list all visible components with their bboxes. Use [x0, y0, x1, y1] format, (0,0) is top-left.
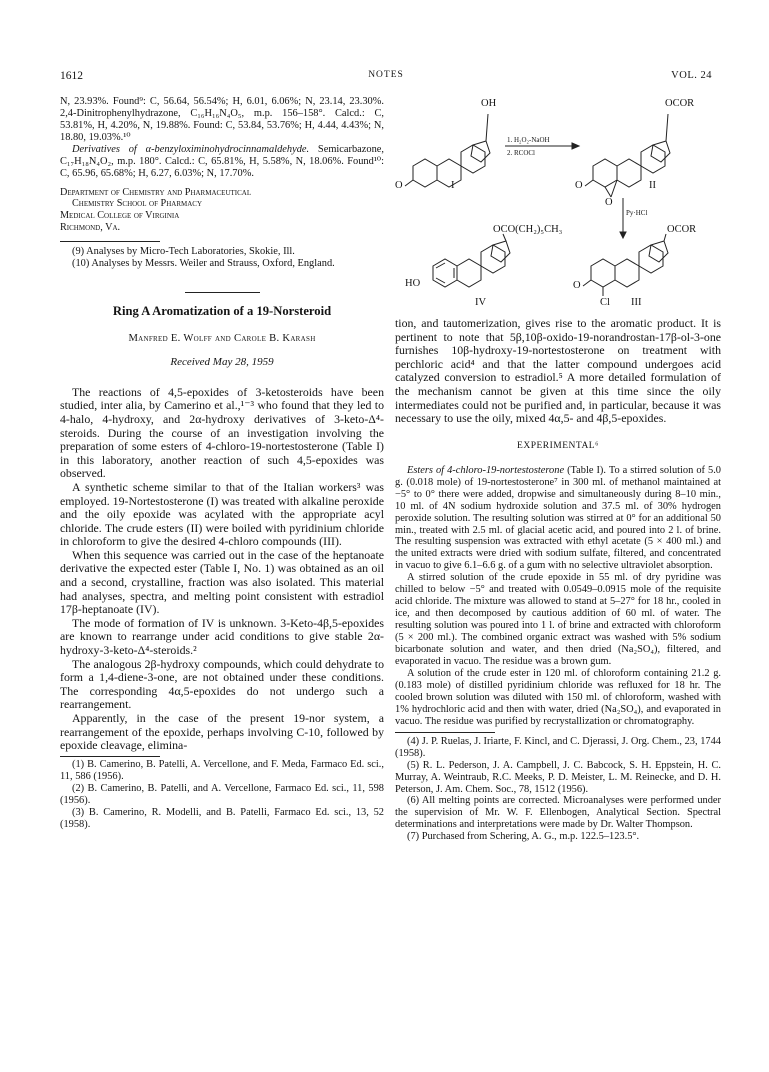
footnote-divider [60, 241, 160, 242]
label-cl: Cl [600, 297, 610, 308]
reagent-step-1: 1. H₂O₂-NaOH [507, 136, 550, 144]
exp-subtitle: Esters of 4-chloro-19-nortestosterone [407, 464, 565, 476]
body-paragraph: The reactions of 4,5-epoxides of 3-ketosteroids have been studied, inter alia, by Camerino et al.,¹⁻³ who found that they led to 4-halo, 4-hydroxy, and 2α-hydroxy derivatives of 3-keto-Δ⁴-steroids. During the course of an investigation involving the preparation of some esters of 4-chloro-19-nortestosterone (Table I) in this laboratory, another reaction of such 4,5-epoxides was observed. [60, 384, 384, 481]
derivatives-text: Semicarbazone, C₁₇H₁₈N₄O₂, m.p. 180°. Calcd.: C, 65.81%, H, 5.58%, N, 18.06%. Found¹⁰: C, 65.96, 65.68%; H, 6.27, 6.03%; N, 17.70%. [60, 143, 384, 179]
label-o: O [575, 180, 583, 191]
derivatives-title: Derivatives of α-benzyloximinohydrocinnamaldehyde. [72, 143, 310, 155]
received-date: Received May 28, 1959 [170, 355, 274, 368]
footnotes-top [60, 246, 384, 270]
volume-label: VOL. 24 [671, 70, 712, 81]
page-number: 1612 [60, 70, 83, 82]
label-o: O [573, 280, 581, 291]
footnote: (10) Analyses by Messrs. Weiler and Strauss, Oxford, England. [72, 257, 335, 269]
compound-iii-label: III [631, 297, 642, 308]
body-paragraph: When this sequence was carried out in the case of the heptanoate derivative the expected ester (Table I, No. 1) was obtained as an oil and a second, crystalline, fraction was also isolated. This material had analyses, spectra, and melting point consistent with estradiol 17β-heptanoate (IV). [60, 547, 384, 617]
label-epoxide-o: O [605, 197, 613, 208]
prev-article-tail [60, 96, 384, 180]
label-o: O [395, 180, 403, 191]
compound-i-structure [405, 114, 490, 187]
label-ocor: OCOR [665, 98, 695, 109]
article-divider [185, 292, 260, 293]
body-paragraph: The analogous 2β-hydroxy compounds, which could dehydrate to form a 1,4-diene-3-one, are not obtained under these conditions. The corresponding 4α,5-epoxides do not undergo such a rearrangement. [60, 656, 384, 712]
label-oh: OH [481, 98, 497, 109]
compound-iv-structure [433, 234, 510, 287]
footnote: (9) Analyses by Micro-Tech Laboratories, Skokie, Ill. [72, 245, 295, 257]
section-name: NOTES [368, 70, 404, 80]
page-header [60, 70, 712, 84]
scheme-structures [395, 96, 721, 315]
compound-iii-structure [583, 234, 668, 296]
exp-paragraph [395, 465, 721, 573]
address-line: Richmond, Va. [60, 222, 121, 234]
derivatives-paragraph [60, 144, 384, 180]
footnotes-bottom [60, 759, 384, 831]
reagent-step-2: 2. RCOCl [507, 149, 536, 157]
footnote-divider [395, 732, 495, 733]
address-block [60, 187, 384, 234]
experimental-text [395, 465, 721, 728]
compound-ii-structure [585, 114, 670, 197]
exp-paragraph: A solution of the crude ester in 120 ml. of chloroform containing 21.2 g. (0.183 mole) of distilled pyridinium chloride was refluxed for 18 hr. The cooled brown solution was diluted with 150 ml. of chloroform, washed with 1% hydrochloric acid and then with water, dried (Na₂SO₄), and evaporated in vacuo. The residue was purified by recrystallization or chromatography. [395, 667, 721, 727]
left-column [60, 96, 384, 831]
address-line: Medical College of Virginia [60, 210, 180, 222]
body-paragraph: tion, and tautomerization, gives rise to the aromatic product. It is pertinent to note that 5β,10β-oxido-19-norandrostan-17β-ol-3-one furnishes 10β-hydroxy-19-nortestosterone on treatment with perchloric acid⁴ and that the latter compound undergoes acid catalyzed conversion to estradiol.⁵ A more detailed formulation of the mechanism cannot be given at this time since the oily intermediates could not be purified and, in particular, because it was necessary to use the oily, mixed 4α,5- and 4β,5-epoxides. [395, 316, 721, 426]
experimental-heading: EXPERIMENTAL⁶ [517, 440, 599, 451]
reagent-pyhcl: Py·HCl [626, 209, 648, 217]
label-heptanoate: OCO(CH₂)₅CH₃ [493, 224, 563, 235]
footnote: (5) R. L. Pederson, J. A. Campbell, J. C. Babcock, S. H. Eppstein, H. C. Murray, A. Weintraub, R.C. Meeks, P. D. Meister, L. M. Reinecke, and D. H. Peterson, J. Am. Chem. Soc., 78, 1512 (1956). [395, 759, 721, 795]
footnote: (7) Purchased from Schering, A. G., m.p. 122.5–123.5°. [407, 831, 640, 843]
footnote: (1) B. Camerino, B. Patelli, A. Vercellone, and F. Meda, Farmaco Ed. sci., 11, 586 (1956). [60, 758, 384, 782]
body-paragraph: The mode of formation of IV is unknown. 3-Keto-4β,5-epoxides are known to rearrange under acid conditions to give stable 2α-hydroxy-3-keto-Δ⁴-steroids.² [60, 615, 384, 658]
footnote: (4) J. P. Ruelas, J. Iriarte, F. Kincl, and C. Djerassi, J. Org. Chem., 23, 1744 (1958). [395, 735, 721, 759]
footnote: (2) B. Camerino, B. Patelli, and A. Vercellone, Farmaco Ed. sci., 11, 598 (1956). [60, 782, 384, 806]
article-body [60, 386, 384, 753]
footnotes-right [395, 736, 721, 844]
body-paragraph: Apparently, in the case of the present 19-nor system, a rearrangement of the epoxide, perhaps involving C-10, followed by epoxide cleavage, elimina- [60, 711, 384, 753]
label-ho: HO [405, 278, 421, 289]
footnote-divider [60, 756, 160, 757]
reaction-scheme [395, 96, 721, 315]
article-authors: Manfred E. Wolff and Carole B. Karash [128, 332, 316, 344]
article-title: Ring A Aromatization of a 19-Norsteroid [112, 303, 332, 318]
discussion-text [395, 317, 721, 426]
compound-i-label: I [451, 180, 455, 191]
right-column [395, 96, 721, 843]
exp-text: (Table I). To a stirred solution of 5.0 g. (0.018 mole) of 19-nortestosterone⁷ in 300 ml. of methanol maintained at −5° to 0° there were added, dropwise and simultaneously during 8–10 min., 10 ml. of 4N sodium hydroxide solution and 37.5 ml. of 30% hydrogen peroxide solution. The resulting solution was stirred at 0° for an additional 50 min., treated with 2.5 ml. of glacial acetic acid, and poured into 2 l. of brine. The resulting suspension was extracted with ethyl acetate (5 × 400 ml.) and the united extracts were dried with sodium sulfate, filtered, and concentrated in vacuo to give 6.1–6.6 g. of a gum with no selective ultraviolet absorption. [395, 464, 721, 572]
label-ocor: OCOR [667, 224, 697, 235]
body-paragraph: A synthetic scheme similar to that of the Italian workers³ was employed. 19-Nortestosterone (I) was treated with alkaline peroxide and the oily epoxide was acylated with the appropriate acyl chloride. The crude esters (II) were boiled with pyridinium chloride in chloroform to give the desired 4-chloro compounds (III). [60, 479, 384, 549]
footnote: (6) All melting points are corrected. Microanalyses were performed under the supervision of Mr. W. F. Ellenbogen, Analytical Section. Spectral determinations and interpretations were made by Dr. Walter Thompson. [395, 795, 721, 831]
address-line: Department of Chemistry and Pharmaceutical [60, 186, 252, 198]
compound-ii-label: II [649, 180, 656, 191]
exp-paragraph: A stirred solution of the crude epoxide in 55 ml. of dry pyridine was chilled to below −5° and treated with 0.0549–0.0915 mole of the requisite acid chloride. The mixture was allowed to stand at 5–27° for 18 hr., cooled in ice, and then decomposed by cautious addition of 60 ml. of water. The resulting solution was poured into 1 l. of brine and extracted with chloroform (5 × 200 ml.). The combined organic extract was washed with 5% sodium bicarbonate solution and water, and then dried (Na₂SO₄), filtered, and evaporated in vacuo. The residue was a brown gum. [395, 572, 721, 667]
address-line: Chemistry School of Pharmacy [72, 198, 203, 210]
compound-iv-label: IV [475, 297, 487, 308]
footnote: (3) B. Camerino, R. Modelli, and B. Patelli, Farmaco Ed. sci., 13, 52 (1958). [60, 806, 384, 830]
analysis-text: N, 23.93%. Found⁹: C, 56.64, 56.54%; H, 6.01, 6.06%; N, 23.14, 23.30%. 2,4-Dinitrophenylhydrazone, C₁₆H₁₆N₄O₅, m.p. 156–158°. Calcd.: C, 53.81%, H, 4.20%, N, 19.88%. Found: C, 53.84, 53.76%; H, 4.44, 4.43%; N, 18.80, 19.03%.¹⁰ [60, 96, 384, 143]
